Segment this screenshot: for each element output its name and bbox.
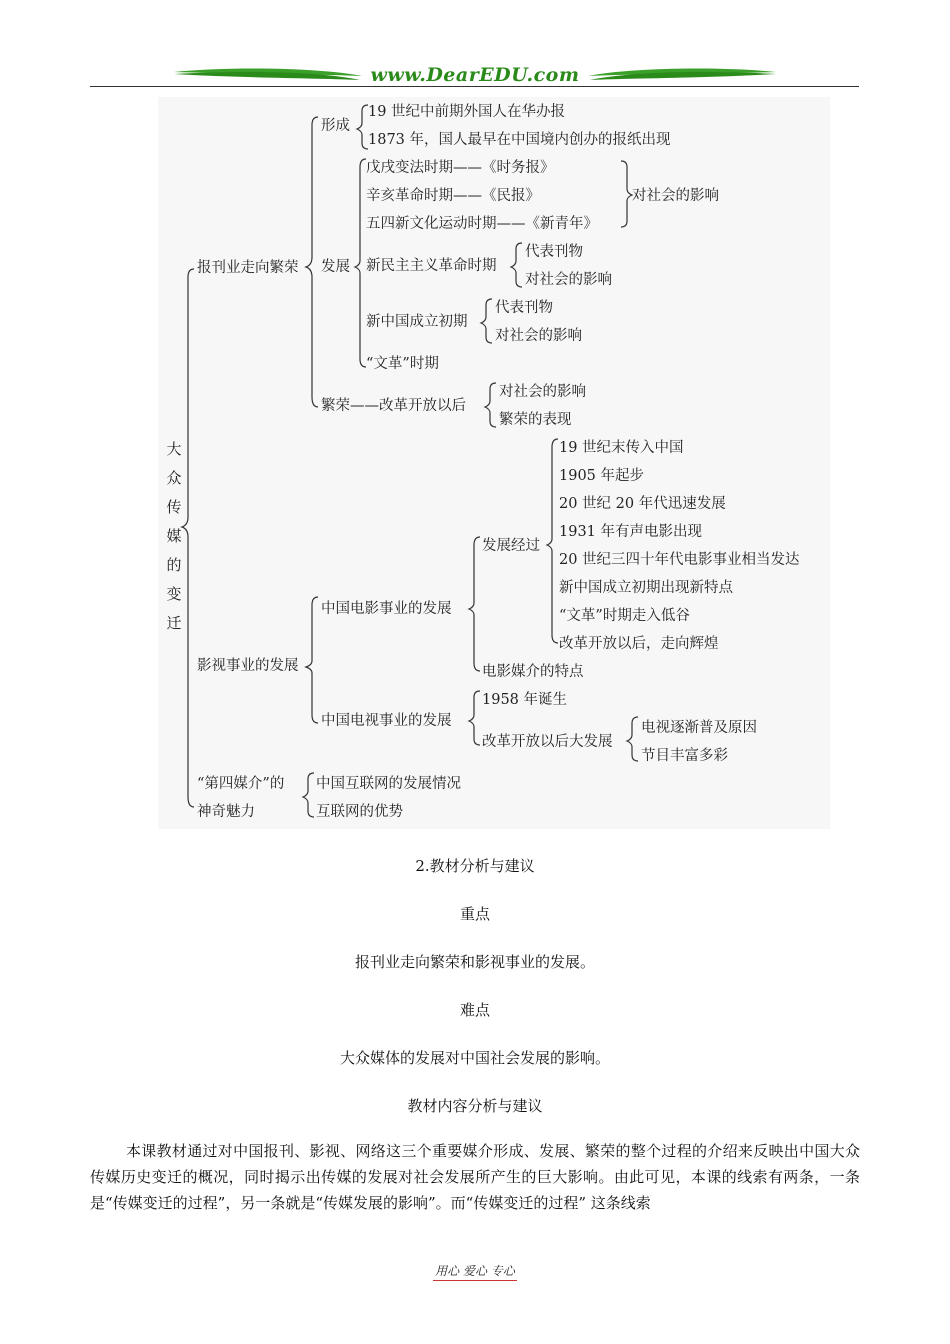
tv-item-1: 1958 年诞生	[482, 692, 568, 708]
section-title: 2.教材分析与建议	[415, 857, 535, 875]
key-points-title: 重点	[459, 905, 490, 923]
analysis-title: 教材内容分析与建议	[407, 1097, 543, 1115]
difficulty-text: 大众媒体的发展对中国社会发展的影响。	[339, 1049, 610, 1067]
map-root: 大众传媒的变迁	[166, 440, 182, 632]
film-features: 电影媒介的特点	[482, 664, 584, 680]
film-process-5: 20 世纪三四十年代电影事业相当发达	[559, 552, 800, 568]
dev-item-5: 新中国成立初期	[366, 314, 468, 330]
site-logo	[172, 62, 778, 88]
dev-impact: 对社会的影响	[632, 188, 719, 204]
branch-press: 报刊业走向繁荣	[197, 260, 299, 276]
branch-internet-line1: “第四媒介”的	[197, 776, 285, 792]
dev-item-3: 五四新文化运动时期——《新青年》	[366, 216, 598, 232]
tv-item-2a: 电视逐渐普及原因	[641, 720, 757, 736]
footer-motto	[0, 1262, 950, 1279]
press-development: 发展	[321, 259, 350, 275]
film-process-2: 1905 年起步	[559, 468, 645, 484]
site-logo-text: www.DearEDU.com	[370, 64, 580, 86]
film-process-3: 20 世纪 20 年代迅速发展	[559, 496, 726, 512]
dev-item-5a: 代表刊物	[495, 300, 553, 316]
branch-internet-line2: 神奇魅力	[197, 804, 255, 820]
dev-item-1: 戊戌变法时期——《时务报》	[366, 160, 555, 176]
difficulty-title: 难点	[459, 1001, 490, 1019]
dev-item-2: 辛亥革命时期——《民报》	[366, 188, 540, 204]
branch-film-tv: 影视事业的发展	[197, 658, 299, 674]
film-development: 中国电影事业的发展	[321, 601, 452, 617]
tv-item-2b: 节目丰富多彩	[641, 748, 728, 764]
tv-item-2: 改革开放以后大发展	[482, 734, 613, 750]
footer-motto-text: 用心 爱心 专心	[433, 1264, 517, 1281]
key-points-text: 报刊业走向繁荣和影视事业的发展。	[354, 953, 595, 971]
header-rule	[90, 86, 859, 87]
press-formation: 形成	[321, 118, 350, 134]
dev-item-4a: 代表刊物	[525, 244, 583, 260]
formation-item-2: 1873 年，国人最早在中国境内创办的报纸出现	[368, 132, 671, 148]
prosperity-item-b: 繁荣的表现	[499, 412, 572, 428]
prosperity-item-a: 对社会的影响	[499, 384, 586, 400]
dev-item-4: 新民主主义革命时期	[366, 258, 497, 274]
formation-item-1: 19 世纪中前期外国人在华办报	[368, 104, 566, 120]
internet-item-b: 互联网的优势	[316, 804, 403, 820]
concept-map	[158, 97, 830, 829]
internet-item-a: 中国互联网的发展情况	[316, 776, 461, 792]
tv-development: 中国电视事业的发展	[321, 713, 452, 729]
press-prosperity: 繁荣——改革开放以后	[321, 398, 466, 414]
film-process-6: 新中国成立初期出现新特点	[559, 580, 733, 596]
analysis-paragraph: 本课教材通过对中国报刊、影视、网络这三个重要媒介形成、发展、繁荣的整个过程的介绍来反映出中国大众传媒历史变迁的概况，同时揭示出传媒的发展对社会发展所产生的巨大影响。由此可见，本课的线索有两条，一条是“传媒变迁的过程”，另一条就是“传媒发展的影响”。而“传媒变迁的过程” 这条线索	[90, 1142, 860, 1212]
film-process-1: 19 世纪末传入中国	[559, 440, 684, 456]
film-process-4: 1931 年有声电影出现	[559, 524, 703, 540]
dev-item-4b: 对社会的影响	[525, 272, 612, 288]
film-process-8: 改革开放以后，走向辉煌	[559, 636, 719, 652]
film-process-7: “文革”时期走入低谷	[559, 608, 690, 624]
dev-item-5b: 对社会的影响	[495, 328, 582, 344]
film-process: 发展经过	[482, 538, 540, 554]
dev-item-6: “文革”时期	[366, 356, 439, 372]
